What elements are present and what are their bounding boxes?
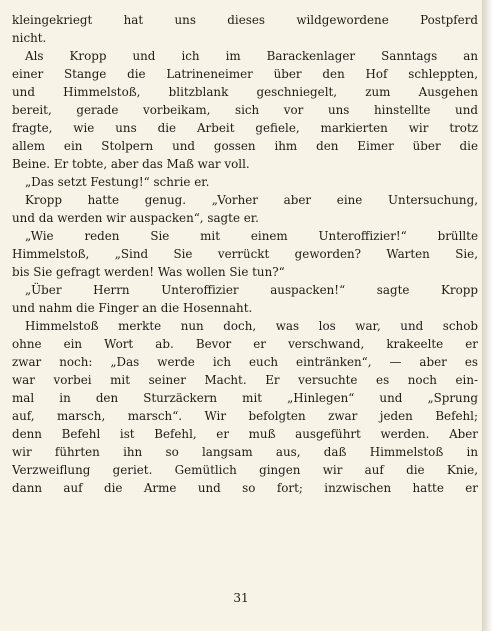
text-line: und nahm die Finger an die Hosennaht. [12,301,253,315]
page-edge [482,0,493,631]
text-line: einer Stange die Latrineneimer über den Hof schleppten, [12,67,478,81]
page-number: 31 [233,591,249,605]
text-line: und Himmelstoß, blitzblank geschniegelt, zum Ausgehen [12,85,478,99]
text-line: dann auf die Arme und so fort; inzwischen hatte er [12,481,478,495]
text-line: Beine. Er tobte, aber das Maß war voll. [12,157,250,171]
text-line: Verzweiflung geriet. Gemütlich gingen wir auf die Knie, [12,463,478,477]
text-line: mal in den Sturzäckern mit „Hinlegen“ und „Sprung [12,391,478,405]
text-line: wir führten ihn so langsam aus, daß Himmelstoß in [12,445,478,459]
text-line: „Über Herrn Unteroffizier auspacken!“ sagte Kropp [25,283,478,297]
text-line: nicht. [12,31,47,45]
text-line: fragte, wie uns die Arbeit gefiele, markierten wir trotz [12,121,478,135]
body-text [12,11,478,497]
text-line: allem ein Stolpern und gossen ihm den Eimer über die [12,139,478,153]
text-line: kleingekriegt hat uns dieses wildgewordene Postpferd [12,13,478,27]
text-line: „Wie reden Sie mit einem Unteroffizier!“ brüllte [25,229,478,243]
text-line: Himmelstoß, „Sind Sie verrückt geworden? Warten Sie, [12,247,478,261]
text-line: bereit, gerade vorbeikam, sich vor uns hinstellte und [12,103,478,117]
text-line: Als Kropp und ich im Barackenlager Sanntags an [25,49,478,63]
text-line: „Das setzt Festung!“ schrie er. [25,175,210,189]
text-line: Kropp hatte genug. „Vorher aber eine Untersuchung, [25,193,478,207]
text-line: Himmelstoß merkte nun doch, was los war, und schob [25,319,478,333]
text-line: zwar noch: „Das werde ich euch eintränken“, — aber es [12,355,478,369]
text-line: denn Befehl ist Befehl, er muß ausgeführt werden. Aber [12,427,478,441]
text-line: bis Sie gefragt werden! Was wollen Sie tun?“ [12,265,285,279]
text-line: auf, marsch, marsch“. Wir befolgten zwar jeden Befehl; [12,409,478,423]
text-line: ohne ein Wort ab. Bevor er verschwand, krakeelte er [12,337,478,351]
text-line: war vorbei mit seiner Macht. Er versuchte es noch ein- [12,373,478,387]
text-line: und da werden wir auspacken“, sagte er. [12,211,259,225]
